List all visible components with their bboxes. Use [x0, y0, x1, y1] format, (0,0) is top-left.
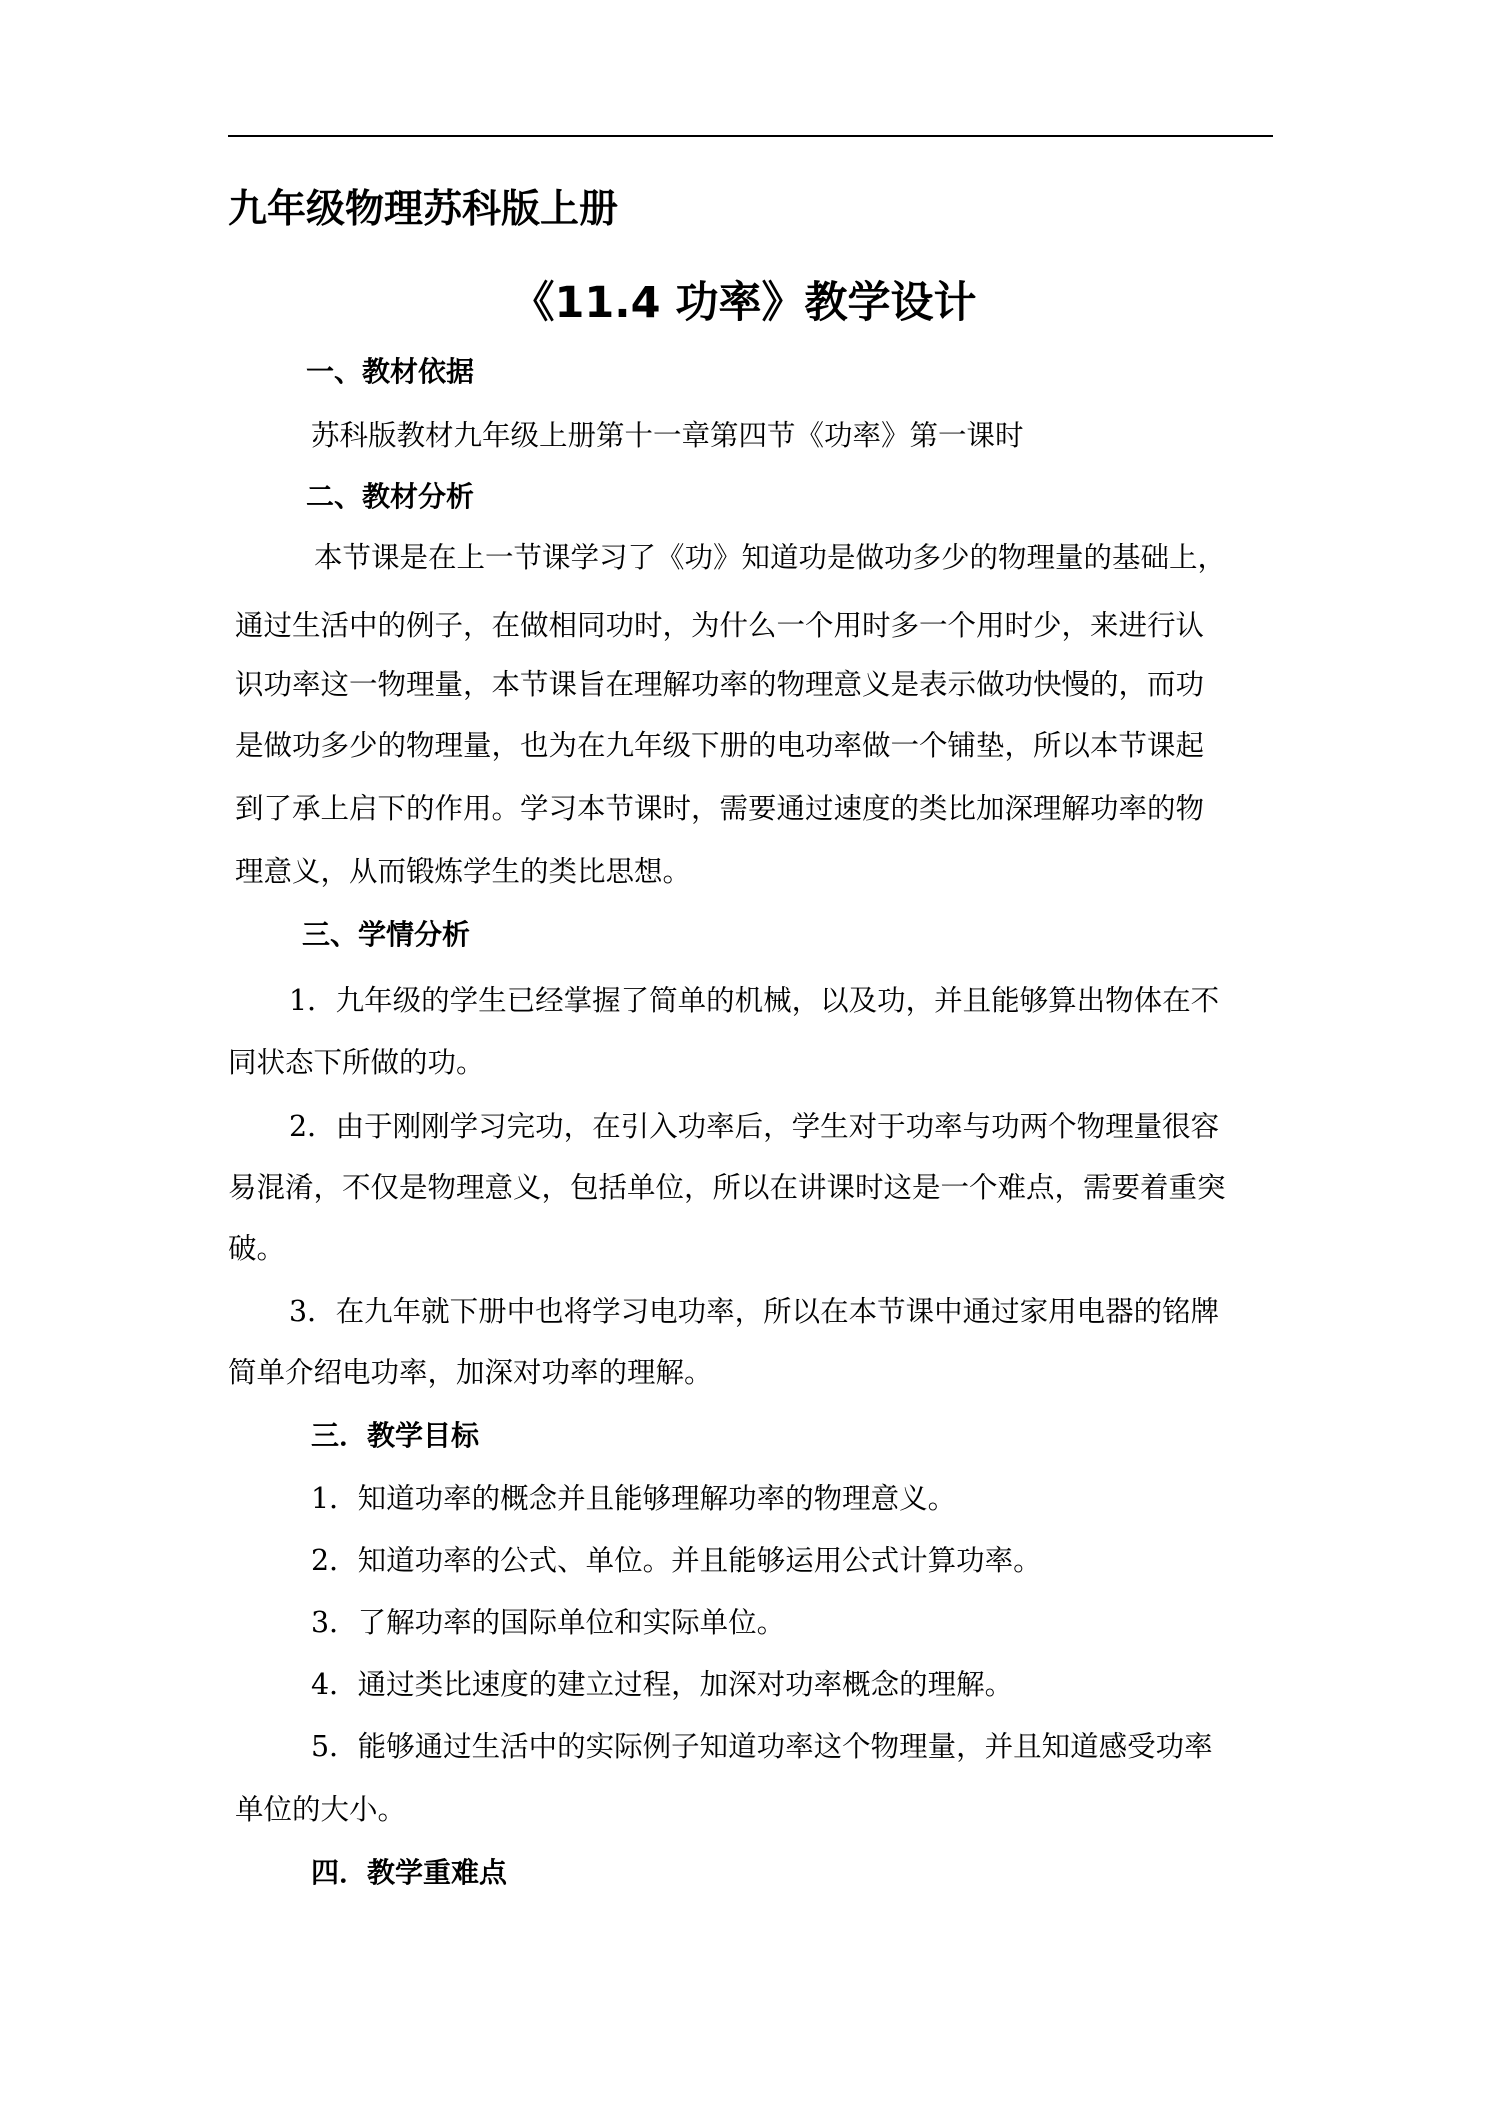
paragraph-line: 易混淆，不仅是物理意义，包括单位，所以在讲课时这是一个难点，需要着重突 — [228, 1171, 1226, 1204]
paragraph-line: 单位的大小。 — [235, 1793, 407, 1826]
paragraph-line: 2．知道功率的公式、单位。并且能够运用公式计算功率。 — [311, 1544, 1042, 1577]
paragraph-line: 3．了解功率的国际单位和实际单位。 — [311, 1606, 786, 1639]
paragraph-line: 是做功多少的物理量，也为在九年级下册的电功率做一个铺垫，所以本节课起 — [235, 729, 1205, 762]
paragraph-line: 1．知道功率的概念并且能够理解功率的物理意义。 — [311, 1482, 957, 1515]
paragraph-line: 本节课是在上一节课学习了《功》知道功是做功多少的物理量的基础上， — [314, 541, 1227, 574]
document-subject: 九年级物理苏科版上册 — [228, 187, 619, 232]
section-heading-students: 三、学情分析 — [302, 918, 471, 951]
header-rule — [228, 135, 1273, 137]
paragraph-line: 简单介绍电功率，加深对功率的理解。 — [228, 1356, 713, 1389]
paragraph-line: 识功率这一物理量，本节课旨在理解功率的物理意义是表示做功快慢的，而功 — [235, 668, 1205, 701]
document-title: 《11.4 功率》教学设计 — [511, 278, 977, 328]
paragraph-line: 苏科版教材九年级上册第十一章第四节《功率》第一课时 — [311, 419, 1024, 452]
paragraph-line: 2．由于刚刚学习完功，在引入功率后，学生对于功率与功两个物理量很容 — [289, 1110, 1220, 1143]
paragraph-line: 通过生活中的例子，在做相同功时，为什么一个用时多一个用时少，来进行认 — [235, 609, 1205, 642]
paragraph-line: 5．能够通过生活中的实际例子知道功率这个物理量，并且知道感受功率 — [311, 1730, 1213, 1763]
paragraph-line: 到了承上启下的作用。学习本节课时，需要通过速度的类比加深理解功率的物 — [235, 792, 1205, 825]
paragraph-line: 同状态下所做的功。 — [228, 1046, 485, 1079]
paragraph-line: 破。 — [228, 1232, 286, 1265]
section-heading-keypoints: 四．教学重难点 — [311, 1856, 508, 1889]
section-heading-basis: 一、教材依据 — [306, 355, 475, 388]
section-heading-objectives: 三．教学目标 — [311, 1419, 480, 1452]
section-heading-analysis: 二、教材分析 — [306, 480, 475, 513]
paragraph-line: 4．通过类比速度的建立过程，加深对功率概念的理解。 — [311, 1668, 1014, 1701]
paragraph-line: 3．在九年就下册中也将学习电功率，所以在本节课中通过家用电器的铭牌 — [289, 1295, 1220, 1328]
paragraph-line: 1．九年级的学生已经掌握了简单的机械，以及功，并且能够算出物体在不 — [289, 984, 1220, 1017]
paragraph-line: 理意义，从而锻炼学生的类比思想。 — [235, 855, 692, 888]
